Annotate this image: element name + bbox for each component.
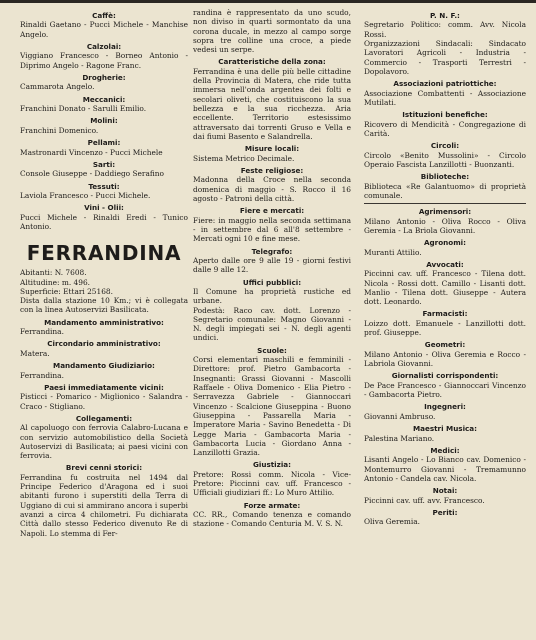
section-text: Franchini Donato - Sarulli Emilio.: [20, 104, 147, 114]
section-text: Ferrandina.: [20, 327, 64, 337]
section-text: Loizzo dott. Emanuele - Lanzillotti dott. prof. Giuseppe.: [364, 318, 526, 338]
section-text: Viggiano Francesco - Borneo Antonio - Diprimo Angelo - Ragone Franc.: [20, 51, 188, 70]
section-heading-caffe: Caffè:: [92, 11, 116, 20]
column-right: [364, 8, 526, 527]
section-text: Circolo «Benito Mussolini» - Circolo Operaio Fascista Lanzillotti - Buonzanti.: [364, 150, 526, 169]
section-text: Segretario Politico: comm. Avv. Nicola Rossi.: [364, 20, 526, 39]
town-title: FERRANDINA: [26, 241, 182, 266]
section-heading-tessuti: Tessuti:: [88, 181, 120, 191]
section-heading-drogherie: Drogherie:: [82, 73, 126, 82]
section-heading-mandamento-giudiziario: Mandamento Giudiziario:: [53, 361, 155, 371]
section-divider: [364, 203, 526, 204]
section-heading-molini: Molini:: [90, 116, 118, 126]
section-text: Ferrandina fu costruita nel 1494 dal Principe Federico d'Aragona ed i suoi abitanti furono i superstiti della Terra di Uggiano di cui si ammirano ancora i superbi avanzi a circa 4 chilometri. Fu dichiarata Città dallo stesso Federico divenuto Re di Napoli. Lo stemma di Fer-: [20, 472, 188, 538]
section-text: Lisanti Angelo - Lo Bianco cav. Domenico - Montemurro Giovanni - Tremamunno Antonio - Candela cav. Nicola.: [364, 455, 526, 483]
section-text: Il Comune ha proprietà rustiche ed urbane.: [193, 286, 351, 306]
section-text: Biblioteca «Re Galantuomo» di proprietà comunale.: [364, 181, 526, 200]
section-text: Madonna della Croce nella seconda domenica di maggio - S. Rocco il 16 agosto - Patroni della città.: [193, 175, 351, 203]
section-heading-farmacisti: Farmacisti:: [422, 309, 468, 319]
section-heading-telegrafo: Telegrafo:: [251, 246, 293, 256]
section-text: Franchini Domenico.: [20, 125, 99, 135]
section-heading-notai: Notai:: [432, 486, 458, 496]
section-text: Podestà: Raco cav. dott. Lorenzo - Segretario comunale: Magno Giovanni - N. degli impiegati sei - N. degli agenti undici.: [193, 305, 351, 343]
section-heading-circoli: Circoli:: [430, 141, 460, 151]
section-text: Altitudine: m. 496.: [20, 277, 90, 287]
section-text: Al capoluogo con ferrovia Calabro-Lucana e con servizio automobilistico della Società Autoservizi di Basilicata; ai paesi vicini con ferrovia.: [20, 423, 188, 461]
section-heading-giornalisti-corrispondenti: Giornalisti corrispondenti:: [391, 371, 499, 381]
section-text: Sistema Metrico Decimale.: [193, 153, 295, 163]
section-heading-istituzioni-benefiche: Istituzioni benefiche:: [402, 110, 488, 120]
column-left: [20, 8, 188, 538]
section-text: Piccinni cav. uff. Francesco - Tilena dott. Nicola - Rossi dott. Camillo - Lisanti dott. Manlio - Tilena dott. Giuseppe - Autera dott. Leonardo.: [364, 269, 526, 307]
section-heading-uffici-pubblici: Uffici pubblici:: [242, 277, 302, 287]
section-heading-periti: Periti:: [432, 507, 458, 517]
section-text: Laviola Francesco - Pucci Michele.: [20, 190, 151, 200]
section-text: Matera.: [20, 348, 50, 358]
section-text: Piccinni cav. uff. avv. Francesco.: [364, 495, 485, 505]
section-heading-fiere-e-mercati: Fiere e mercati:: [239, 206, 305, 216]
section-text: Pisticci - Pomarico - Miglionico - Salandra - Craco - Stigliano.: [20, 392, 188, 411]
section-text: Superficie: Ettari 25168.: [20, 286, 113, 296]
section-heading-caratteristiche-della-zona: Caratteristiche della zona:: [218, 57, 326, 67]
section-heading-giustizia: Giustizia:: [252, 460, 292, 470]
section-heading-pellami: Pellami:: [87, 138, 121, 148]
section-text: Milano Antonio - Oliva Rocco - Oliva Geremia - La Briola Giovanni.: [364, 216, 526, 235]
section-heading-agrimensori: Agrimensori:: [418, 207, 472, 217]
section-text: Giovanni Ambruso.: [364, 411, 436, 421]
section-text: Cammarota Angelo.: [20, 82, 95, 92]
section-text: Associazione Combattenti - Associazione Mutilati.: [364, 88, 526, 107]
section-text: randina è rappresentato da uno scudo, non diviso in quarti sormontato da una corona ducale, in mezzo al campo sorge sopra tre colline una croce, a piede vedesi un serpe.: [193, 8, 351, 55]
section-heading-maestri-musica: Maestri Musica:: [412, 424, 478, 434]
section-heading-forze-armate: Forze armate:: [243, 500, 301, 510]
section-heading-biblioteche: Biblioteche:: [420, 172, 470, 182]
section-heading-p-n-f: P. N. F.:: [430, 11, 460, 20]
section-text: Mastronardi Vincenzo - Pucci Michele: [20, 147, 163, 157]
section-text: Organizzazioni Sindacali: Sindacato Lavoratori Agricoli - Industria - Commercio - Trasporti Terrestri - Dopolavoro.: [364, 39, 526, 76]
section-heading-avvocati: Avvocati:: [426, 259, 464, 269]
section-text: CC. RR., Comando tenenza e comando stazione - Comando Centuria M. V. S. N.: [193, 510, 351, 529]
section-text: Rinaldi Gaetano - Pucci Michele - Manchise Angelo.: [20, 20, 188, 39]
section-text: Fiere: in maggio nella seconda settimana - in settembre dal 6 all'8 settembre - Mercati ogni 10 e fine mese.: [193, 215, 351, 244]
section-heading-vini-olii: Vini - Olii:: [84, 203, 124, 213]
section-heading-agronomi: Agronomi:: [423, 238, 467, 248]
section-heading-geometri: Geometri:: [424, 340, 466, 350]
section-heading-associazioni-patriottiche: Associazioni patriottiche:: [393, 79, 497, 89]
section-text: Oliva Geremia.: [364, 517, 421, 527]
section-text: Aperto dalle ore 9 alle 19 - giorni festivi dalle 9 alle 12.: [193, 255, 351, 275]
column-middle: [193, 8, 351, 529]
section-heading-meccanici: Meccanici:: [82, 94, 126, 104]
section-text: Milano Antonio - Oliva Geremia e Rocco - Labriola Giovanni.: [364, 349, 526, 369]
section-text: Dista dalla stazione 10 Km.; vi è collegata con la linea Autoservizi Basilicata.: [20, 296, 188, 315]
section-heading-paesi-immediatamente-vicini: Paesi immediatamente vicini:: [44, 382, 164, 392]
section-heading-feste-religiose: Feste religiose:: [240, 165, 304, 175]
section-text: Muranti Attilio.: [364, 247, 422, 257]
section-heading-medici: Medici:: [430, 445, 460, 455]
section-text: Pucci Michele - Rinaldi Eredi - Tunico Antonio.: [20, 212, 188, 231]
section-text: Ferrandina è una delle più belle cittadine della Provincia di Matera, che ride tutta immersa nell'onda argentea dei folti e secolari oliveti, che costituiscono la sua bellezza e la sua ricchezza. Aria eccellente. Territorio estesissimo attraversato dai torrenti Gruso e Vella e dai fiumi Basento e Salandrella.: [193, 66, 351, 141]
section-heading-misure-locali: Misure locali:: [244, 144, 300, 154]
section-heading-scuole: Scuole:: [257, 345, 287, 355]
section-heading-sarti: Sarti:: [92, 159, 116, 169]
section-text: Pretore: Rossi comm. Nicola - Vice-Pretore: Piccinni cav. uff. Francesco - Ufficiali giudiziari ff.: Lo Muro Attilio.: [193, 469, 351, 498]
section-heading-calzolai: Calzolai:: [86, 42, 122, 51]
section-text: De Pace Francesco - Giannoccari Vincenzo - Gambacorta Pietro.: [364, 380, 526, 400]
section-heading-brevi-cenni-storici: Brevi cenni storici:: [65, 463, 143, 473]
section-text: Palestina Mariano.: [364, 433, 435, 443]
section-text: Console Giuseppe - Daddiego Serafino: [20, 169, 164, 179]
section-text: Corsi elementari maschili e femminili - Direttore: prof. Pietro Gambacorta - Insegnanti: Grassi Giovanni - Mascolli Raffaele - Oliva Domenico - Elia Pietro - Serravezza Gabriele - Giannoccari Vincenzo - Scalcione Giuseppina - Buono Giuseppina - Passarella Maria - Imperatore Maria - Savino Benedetta - Di Legge Maria - Gambacorta Maria - Gambacorta Lucia - Giordano Anna - Lanzillotti Grazia.: [193, 355, 351, 458]
section-heading-collegamenti: Collegamenti:: [75, 413, 133, 423]
section-text: Abitanti: N. 7608.: [20, 268, 87, 278]
section-heading-circondario-amministrativo: Circondario amministrativo:: [47, 339, 161, 349]
section-heading-ingegneri: Ingegneri:: [424, 402, 466, 412]
section-text: Ferrandina.: [20, 370, 64, 380]
section-heading-mandamento-amministrativo: Mandamento amministrativo:: [44, 317, 164, 327]
section-text: Ricovero di Mendicità - Congregazione di Carità.: [364, 119, 526, 138]
